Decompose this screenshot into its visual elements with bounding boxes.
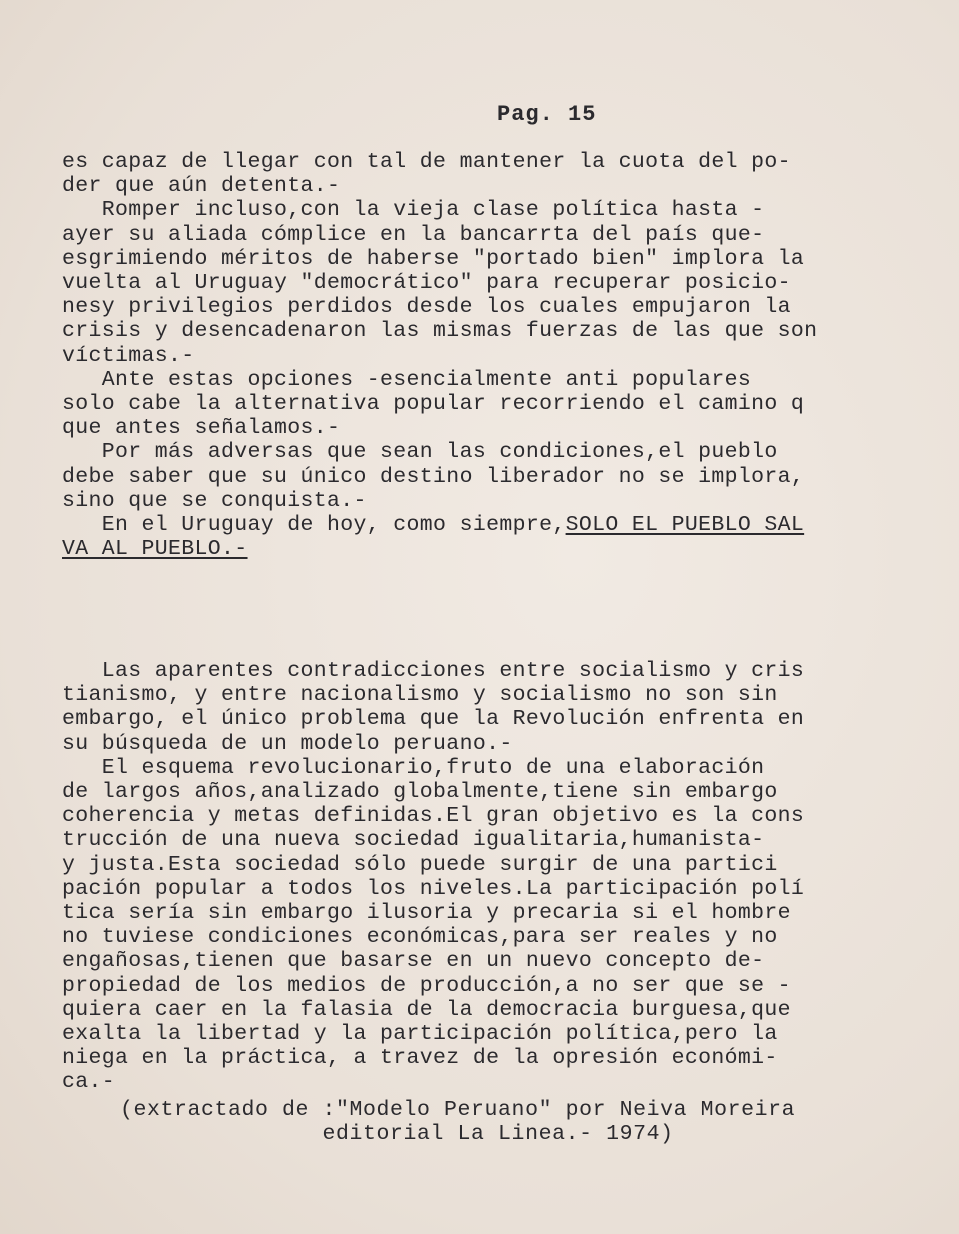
text-line: trucción de una nueva sociedad igualitaria,humanista- <box>62 828 765 853</box>
text-line: Ante estas opciones -esencialmente anti populares <box>62 367 752 392</box>
text-line: víctimas.- <box>62 343 195 368</box>
text-line: es capaz de llegar con tal de mantener la cuota del po- <box>62 150 791 174</box>
text-line: nesy privilegios perdidos desde los cuales empujaron la <box>62 295 791 320</box>
text-line: vuelta al Uruguay "democrático" para recuperar posicio- <box>62 271 791 296</box>
text-line <box>62 513 902 537</box>
text-block-1 <box>62 150 902 561</box>
text-line: Romper incluso,con la vieja clase política hasta - <box>62 198 765 223</box>
text-line: propiedad de los medios de producción,a no ser que se - <box>62 973 791 998</box>
text-line: debe saber que su único destino liberador no se implora, <box>62 464 805 489</box>
text-line: ayer su aliada cómplice en la bancarrta del país que- <box>62 222 765 247</box>
text-line: coherencia y metas definidas.El gran objetivo es la cons <box>62 804 805 829</box>
text-line: Por más adversas que sean las condiciones,el pueblo <box>62 440 778 465</box>
text-segment: En el Uruguay de hoy, como siempre, <box>62 513 566 538</box>
text-line: pación popular a todos los niveles.La participación polí <box>62 876 805 901</box>
text-block-2 <box>62 659 902 1095</box>
text-line: engañosas,tienen que basarse en un nuevo concepto de- <box>62 949 765 974</box>
text-line: crisis y desencadenaron las mismas fuerzas de las que son <box>62 319 818 344</box>
text-line: exalta la libertad y la participación política,pero la <box>62 1022 778 1047</box>
page-number: Pag. 15 <box>497 102 597 127</box>
text-line: su búsqueda de un modelo peruano.- <box>62 731 513 756</box>
text-line: que antes señalamos.- <box>62 416 341 441</box>
text-line: no tuviese condiciones económicas,para ser reales y no <box>62 925 778 950</box>
text-line: y justa.Esta sociedad sólo puede surgir de una partici <box>62 852 778 877</box>
text-line: tica sería sin embargo ilusoria y precaria si el hombre <box>62 901 791 926</box>
emphasized-text: SOLO EL PUEBLO SAL <box>565 513 805 538</box>
citation-line: editorial La Linea.- 1974) <box>120 1122 674 1147</box>
text-line: sino que se conquista.- <box>62 488 367 513</box>
citation <box>120 1098 900 1146</box>
text-line: solo cabe la alternativa popular recorriendo el camino q <box>62 392 805 417</box>
text-line: tianismo, y entre nacionalismo y socialismo no son sin <box>62 683 778 708</box>
text-line: embargo, el único problema que la Revolución enfrenta en <box>62 707 805 732</box>
emphasized-text-line: VA AL PUEBLO.- <box>62 537 248 562</box>
text-line: El esquema revolucionario,fruto de una elaboración <box>62 755 765 780</box>
citation-line: (extractado de :"Modelo Peruano" por Neiva Moreira <box>120 1098 796 1122</box>
text-line: quiera caer en la falasia de la democracia burguesa,que <box>62 997 791 1022</box>
text-line: Las aparentes contradicciones entre socialismo y cris <box>62 659 805 683</box>
text-line: de largos años,analizado globalmente,tiene sin embargo <box>62 780 778 805</box>
text-line: esgrimiendo méritos de haberse "portado bien" implora la <box>62 246 805 271</box>
text-line: der que aún detenta.- <box>62 174 341 199</box>
text-line: ca.- <box>62 1070 116 1095</box>
text-line: niega en la práctica, a travez de la opresión económi- <box>62 1046 778 1071</box>
